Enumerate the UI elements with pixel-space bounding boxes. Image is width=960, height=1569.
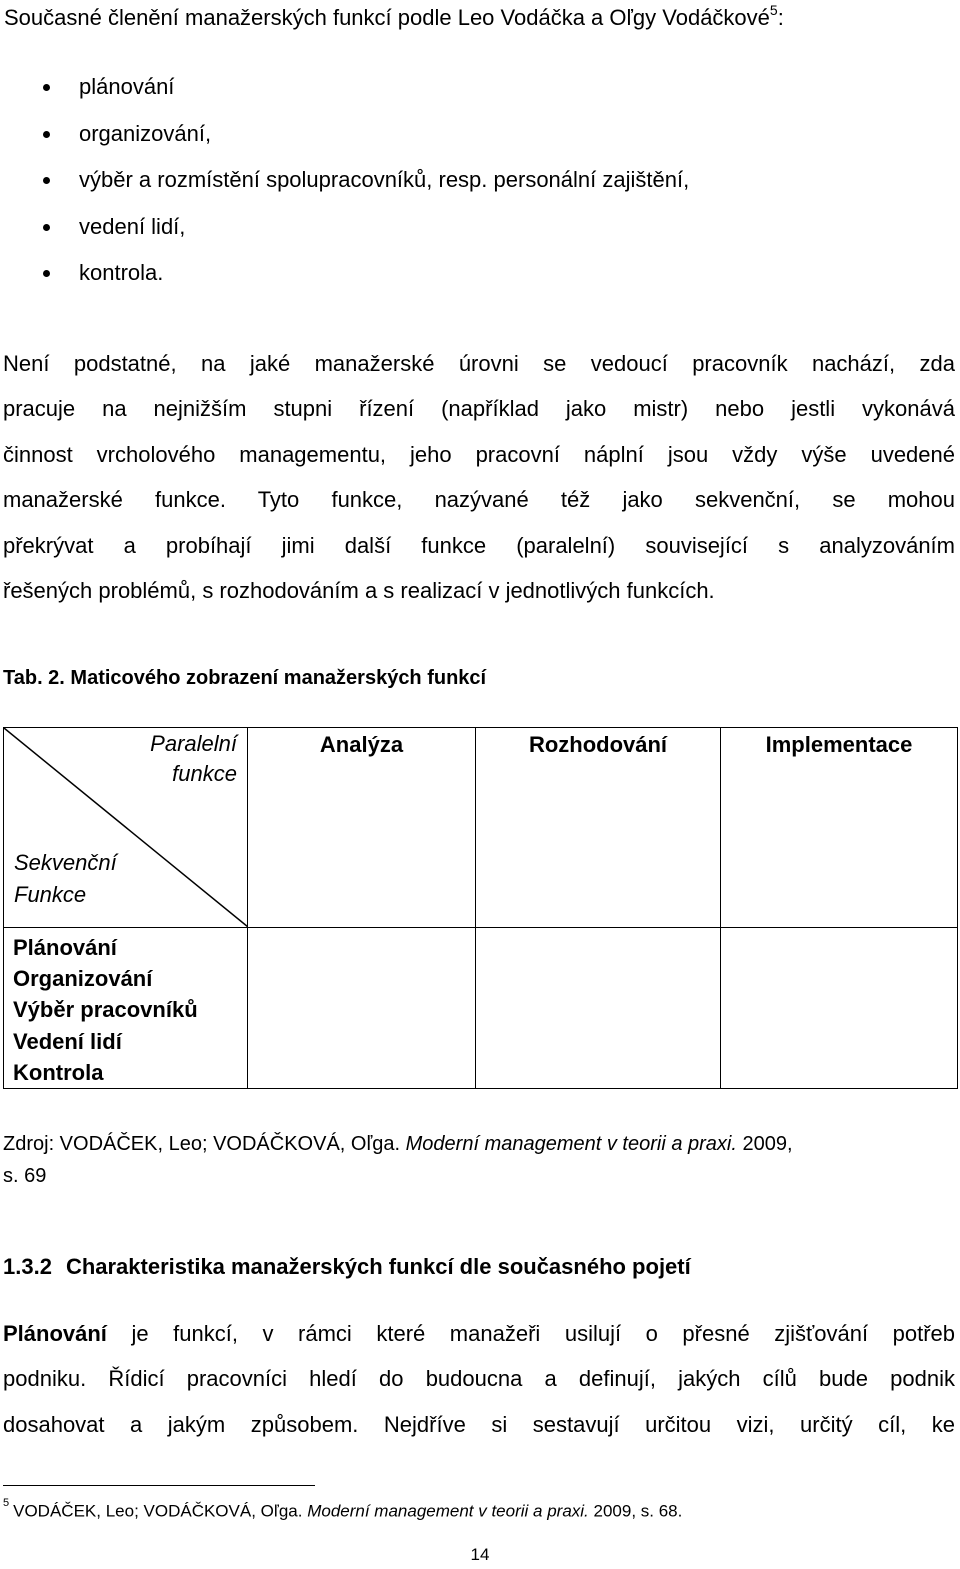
paragraph-line: podniku. Řídicí pracovníci hledí do budoucna a definují, jakých cílů bude podnik [3, 1366, 955, 1392]
intro-text: Současné členění manažerských funkcí podle Leo Vodáčka a Oľgy Vodáčkové [4, 5, 770, 30]
footnote-marker: 5 [3, 1497, 10, 1509]
intro-suffix: : [777, 5, 784, 30]
function-name: Plánování [13, 935, 117, 960]
paragraph-line: dosahovat a jakým způsobem. Nejdříve si sestavují určitou vizi, určitý cíl, ke [3, 1411, 955, 1437]
table-row [4, 928, 958, 1089]
section-title: Charakteristika manažerských funkcí dle současného pojetí [65, 1254, 691, 1279]
list-item-text: výběr a rozmístění spolupracovníků, resp. personální zajištění, [79, 167, 690, 192]
list-item [0, 71, 960, 118]
parallel-functions-label [150, 729, 237, 789]
list-item-text: vedení lidí, [79, 213, 186, 239]
corner-label-line: Funkce [14, 882, 87, 907]
table-corner-cell [4, 728, 248, 928]
paragraph-line: překrývat a probíhají jimi další funkce (paralelní) související s analyzováním [3, 532, 955, 558]
corner-label-line: Paralelní [150, 731, 237, 756]
paragraph-line [3, 1311, 955, 1356]
list-item [0, 257, 960, 304]
source-prefix: Zdroj: VODÁČEK, Leo; VODÁČKOVÁ, Oľga. [3, 1133, 406, 1155]
footnote-prefix: VODÁČEK, Leo; VODÁČKOVÁ, Oľga. [13, 1501, 308, 1521]
paragraph-line: činnost vrcholového managementu, jeho pracovní náplní jsou vždy výše uvedené [3, 441, 955, 467]
corner-label-line: Sekvenční [14, 850, 117, 875]
source-line-2: s. 69 [3, 1165, 47, 1187]
section-heading [3, 1251, 691, 1283]
paragraph-line: pracuje na nejnižším stupni řízení (například jako mistr) nebo jestli vykonává [3, 396, 955, 422]
footnote [3, 1494, 682, 1525]
column-header-implementace: Implementace [721, 728, 958, 928]
bullet-icon [43, 84, 50, 91]
paragraph-line: řešených problémů, s rozhodováním a s realizací v jednotlivých funkcích. [3, 578, 715, 604]
list-item-text: kontrola. [79, 260, 164, 285]
sequential-functions-label [14, 847, 117, 911]
footnote-suffix: 2009, s. 68. [588, 1501, 683, 1521]
page-number: 14 [470, 1545, 490, 1564]
paragraph-line: Není podstatné, na jaké manažerské úrovni se vedoucí pracovník nachází, zda [3, 351, 955, 376]
body-paragraph-2 [3, 1311, 955, 1447]
body-paragraph-1 [3, 341, 955, 613]
function-name: Vedení lidí [13, 1028, 122, 1054]
bold-term: Plánování [3, 1321, 107, 1346]
function-name: Organizování [13, 966, 153, 992]
function-bullet-list [0, 71, 960, 304]
column-header-analyza: Analýza [248, 728, 476, 928]
source-suffix: 2009, [736, 1133, 793, 1155]
matrix-cell [476, 928, 721, 1089]
section-number: 1.3.2 [3, 1254, 52, 1279]
column-header-rozhodovani: Rozhodování [476, 728, 721, 928]
source-title: Moderní management v teorii a praxi. [405, 1133, 737, 1155]
intro-sentence [4, 2, 784, 34]
matrix-cell [248, 928, 476, 1089]
bullet-icon [43, 270, 50, 277]
footnote-separator [3, 1485, 315, 1486]
paragraph-line: manažerské funkce. Tyto funkce, nazývané též jako sekvenční, se mohou [3, 487, 955, 513]
list-item [0, 211, 960, 258]
function-name: Výběr pracovníků [13, 997, 198, 1023]
list-item-text: plánování [79, 74, 175, 99]
footnote-title: Moderní management v teorii a praxi. [307, 1501, 589, 1521]
bullet-icon [43, 131, 50, 138]
bullet-icon [43, 224, 50, 231]
table-source [3, 1128, 955, 1192]
table-caption: Tab. 2. Maticového zobrazení manažerských funkcí [3, 667, 487, 689]
bullet-icon [43, 177, 50, 184]
list-item [0, 118, 960, 165]
sequential-functions-cell [4, 928, 248, 1089]
table-row [4, 728, 958, 928]
footnote-reference[interactable]: 5 [769, 1, 778, 18]
function-name: Kontrola [13, 1059, 104, 1085]
corner-label-line: funkce [172, 761, 237, 786]
matrix-cell [721, 928, 958, 1089]
paragraph-text: je funkcí, v rámci které manažeři usilují o přesné zjišťování potřeb [106, 1321, 955, 1346]
list-item [0, 164, 960, 211]
list-item-text: organizování, [79, 120, 212, 146]
function-matrix-table [3, 727, 958, 1089]
